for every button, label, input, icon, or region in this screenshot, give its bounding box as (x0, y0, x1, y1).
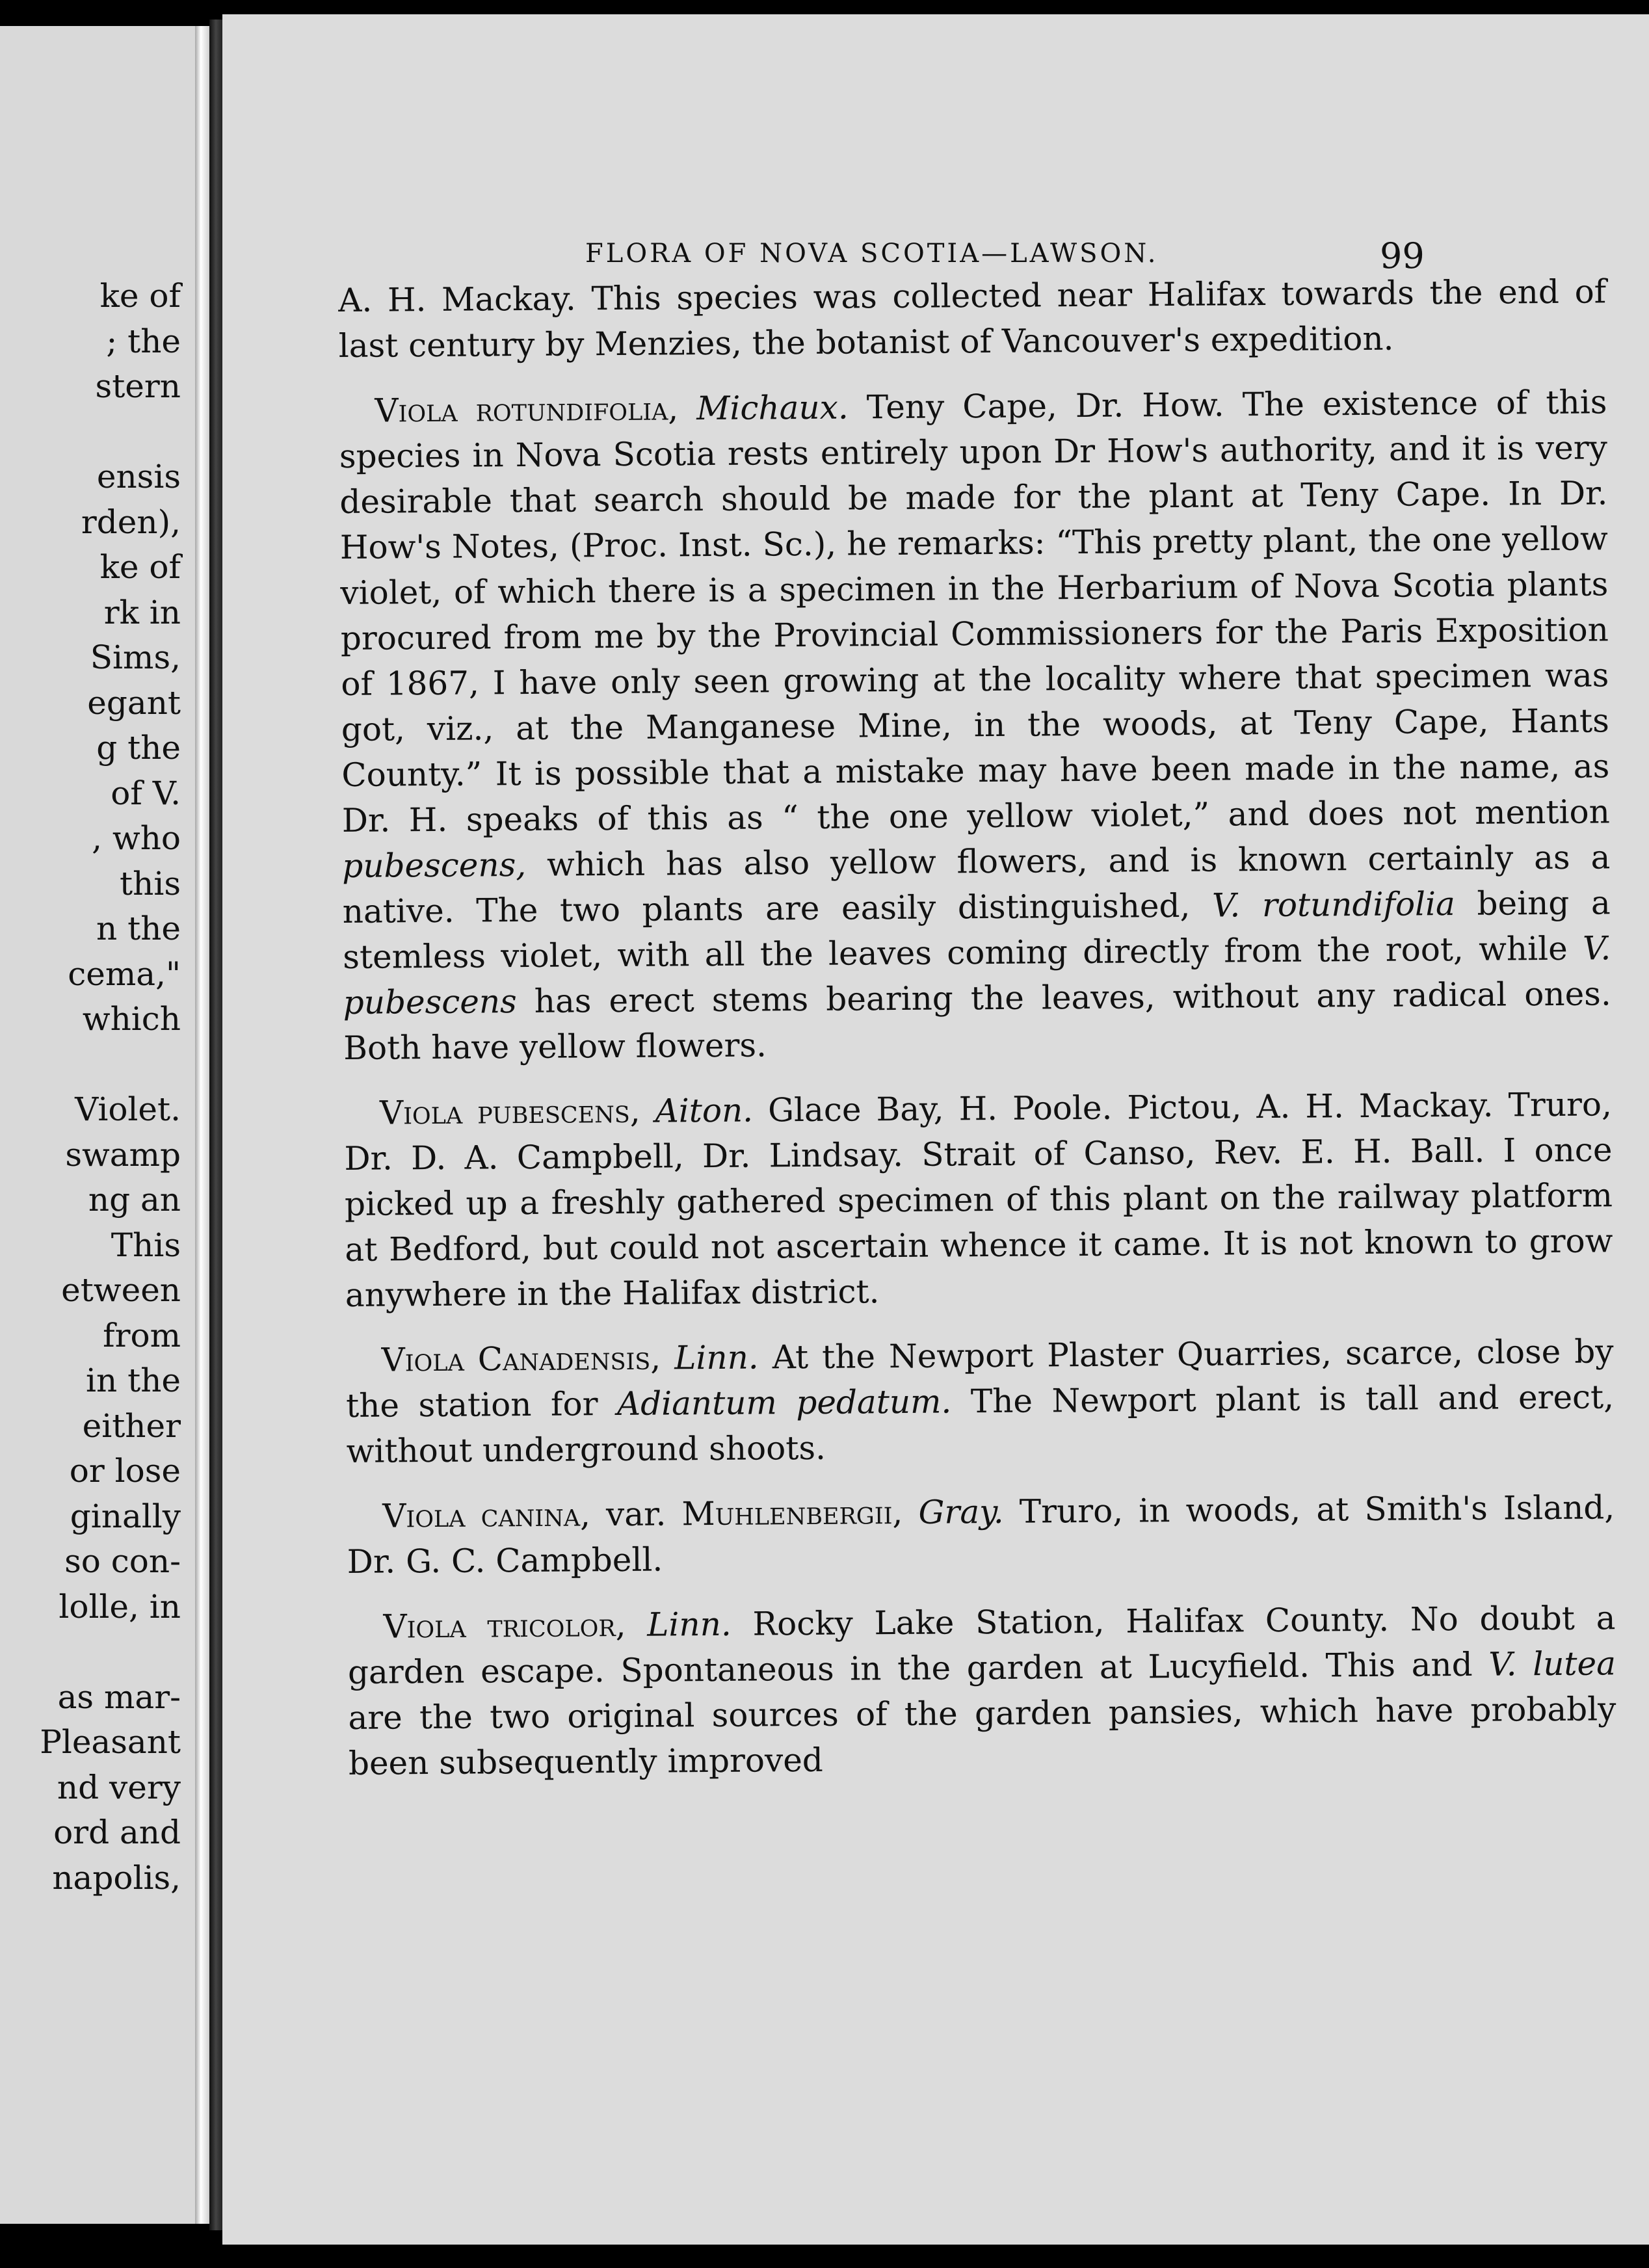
species-author: Linn. (674, 1338, 759, 1377)
entry-text: being a stemless violet, with all the leaves coming directly from the root, while (343, 884, 1611, 976)
left-page-line: ; the (106, 322, 181, 360)
species-name: Viola rotundifolia, (375, 389, 679, 430)
species-name: Viola tricolor, (383, 1605, 626, 1646)
left-page-line: ginally (70, 1497, 181, 1535)
entry-viola-canadensis (345, 1328, 1614, 1474)
left-page-edge (195, 26, 209, 2224)
entry-text: are the two original sources of the garden pansies, which have probably been subsequently improved (348, 1690, 1616, 1782)
entry-text: which has also yellow flowers, and is known certainly as a native. The two plants are easily distinguished, (342, 838, 1611, 930)
left-page-line: rden), (81, 503, 181, 541)
left-page-line: which (82, 1000, 181, 1038)
entry-text: Glace Bay, H. Poole. Pictou, A. H. Mackay. Truro, Dr. D. A. Campbell, Dr. Lindsay. Strait of Canso, Rev. E. H. Ball. I once picked up a freshly gathered specimen of this plant on the railway platform at Bedford, but could not ascertain whence it came. It is not known to grow anywhere in the Halifax district. (344, 1085, 1613, 1314)
left-page-line: as mar- (57, 1678, 181, 1716)
species-author: Aiton. (655, 1091, 754, 1130)
left-page-line: Sims, (90, 639, 181, 676)
left-page-line: This (111, 1226, 181, 1264)
left-page-line: from (103, 1316, 181, 1354)
left-page-line: ke of (99, 277, 181, 315)
left-page-line: g the (96, 729, 181, 767)
left-page-line: ke of (99, 548, 181, 586)
left-page-line: stern (95, 367, 181, 405)
left-page-line: , who (92, 819, 181, 857)
left-page-line: etween (61, 1271, 181, 1309)
entry-text: has erect stems bearing the leaves, without any radical ones. Both have yellow flowers. (343, 975, 1611, 1067)
entry-text: Rocky Lake Station, Halifax County. No doubt a garden escape. Spontaneous in the garden at Lucyfield. This and (347, 1599, 1616, 1691)
right-page (222, 14, 1649, 2245)
left-page-line: either (82, 1406, 181, 1445)
left-page-line: cema," (68, 955, 181, 993)
left-page-line: napolis, (52, 1858, 181, 1897)
species-ref: V. rotundifolia (1211, 885, 1456, 925)
entry-text: The Newport plant is tall and erect, without underground shoots. (346, 1378, 1615, 1470)
left-page-line: ng an (88, 1181, 181, 1219)
species-ref: Adiantum pedatum. (616, 1382, 952, 1423)
page-number: 99 (1380, 235, 1425, 276)
left-page-line: n the (96, 910, 181, 947)
entry-text: Teny Cape, Dr. How. The existence of this species in Nova Scotia rests entirely upon Dr How's authority, and it is very desirable that search should be made for the plant at Teny Cape. In Dr. How's Notes, (Proc. Inst. Sc.), he remarks: “This pretty plant, the one yellow violet, of which there is a specimen in the Herbarium of Nova Scotia plants procured from me by the Provincial Commissioners for the Paris Exposition of 1867, I have only seen growing at the locality where that specimen was got, viz., at the Manganese Mine, in the woods, at Teny Cape, Hants County.” It is possible that a mistake may have been made in the name, as Dr. H. speaks of this as “ the one yellow violet,” and does not mention (339, 383, 1610, 839)
left-page-line: lolle, in (59, 1587, 181, 1626)
variety-label: var. (605, 1495, 666, 1534)
entry-viola-pubescens (344, 1081, 1613, 1318)
entry-viola-rotundifolia (339, 379, 1611, 1071)
entry-viola-tricolor (347, 1595, 1616, 1786)
left-page-line: ensis (96, 458, 181, 495)
species-ref: V. lutea (1488, 1644, 1616, 1683)
left-page-line: in the (86, 1362, 181, 1399)
book-gutter (209, 20, 222, 2230)
species-author: Gray. (918, 1492, 1004, 1531)
left-page (0, 26, 195, 2224)
species-author: Michaux. (696, 388, 849, 428)
left-page-line: rk in (103, 593, 181, 631)
species-author: Linn. (647, 1605, 732, 1644)
paragraph-continuation: A. H. Mackay. This species was collected near Halifax towards the end of last century by Menzies, the botanist of Vancouver's expedition. (338, 272, 1607, 365)
left-page-line: ord and (53, 1813, 181, 1851)
entry-text: At the Newport Plaster Quarries, scarce, close by the station for (345, 1332, 1614, 1425)
species-ref: V. pubescens (343, 929, 1611, 1022)
species-ref: pubescens, (342, 846, 527, 885)
species-name: Viola canina, (382, 1496, 591, 1535)
running-head: FLORA OF NOVA SCOTIA—LAWSON. (585, 239, 1159, 269)
left-page-line: Violet. (75, 1090, 181, 1128)
left-page-line: egant (87, 683, 181, 722)
entry-viola-canina (347, 1484, 1615, 1585)
left-page-line: of V. (111, 774, 181, 812)
left-page-line: Pleasant (40, 1723, 181, 1761)
left-page-line: swamp (65, 1135, 181, 1174)
left-page-line: nd very (57, 1768, 181, 1806)
left-page-line: this (120, 864, 181, 903)
entry-text: Truro, in woods, at Smith's Island, Dr. G. C. Campbell. (347, 1488, 1615, 1581)
left-page-line: or lose (69, 1452, 181, 1490)
species-name: Viola pubescens, (379, 1092, 640, 1132)
left-page-line: so con- (64, 1542, 181, 1580)
species-name: Viola Canadensis, (381, 1339, 661, 1379)
body-text (338, 269, 1616, 1806)
variety-name: Muhlenbergii, (681, 1493, 903, 1533)
